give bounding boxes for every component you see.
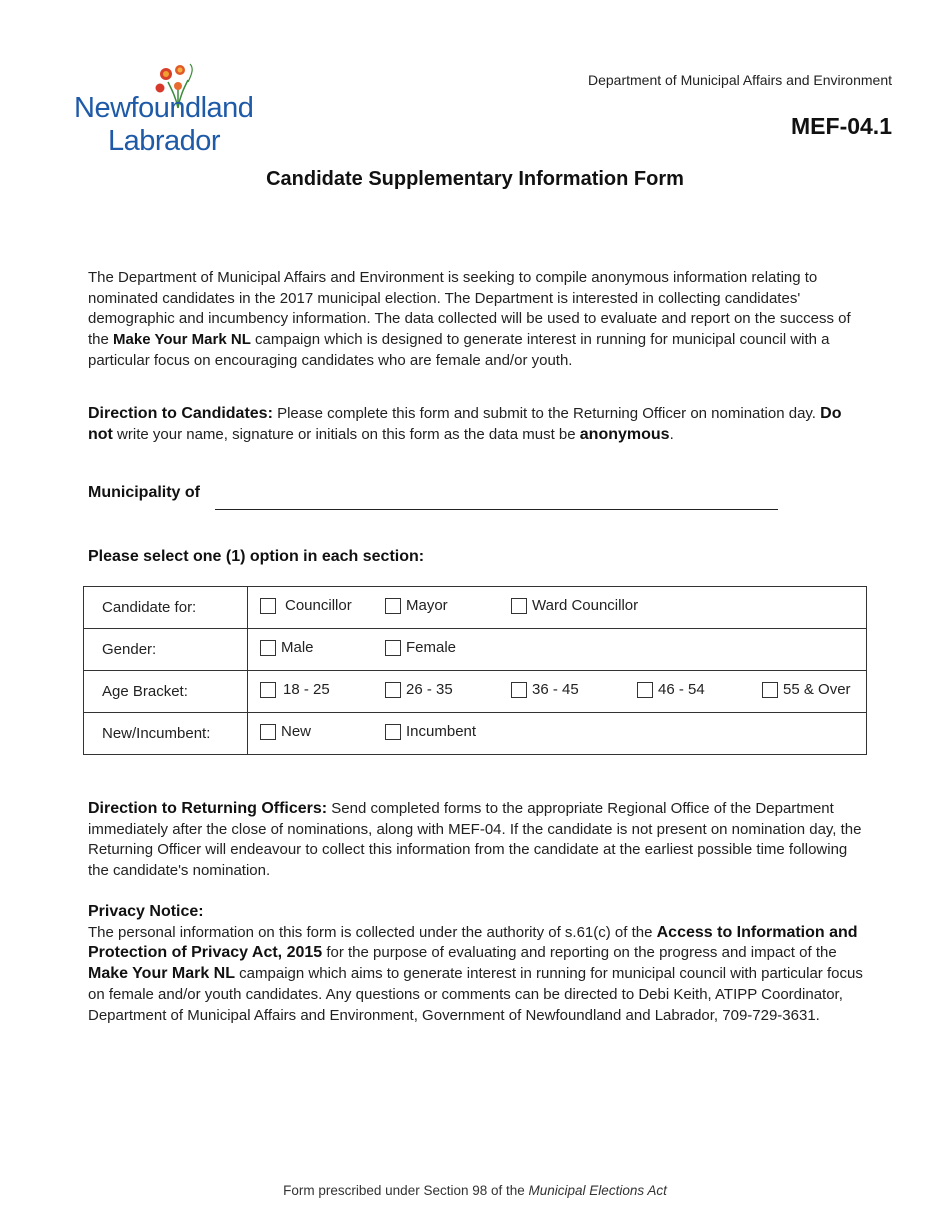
- table-row: [84, 713, 867, 755]
- option-councillor[interactable]: Councillor: [260, 597, 352, 614]
- checkbox[interactable]: [260, 640, 276, 656]
- option-age-46-54[interactable]: 46 - 54: [637, 681, 705, 698]
- checkbox[interactable]: [385, 724, 401, 740]
- option-age-18-25[interactable]: 18 - 25: [260, 681, 330, 698]
- checkbox[interactable]: [385, 598, 401, 614]
- municipality-label: Municipality of: [88, 484, 200, 501]
- government-logo: [72, 60, 272, 160]
- checkbox[interactable]: [385, 640, 401, 656]
- intro-paragraph: The Department of Municipal Affairs and Environment is seeking to compile anonymous information relating to nominated candidates in the 2017 municipal election. The Department is interested in collecting candidates' demographic and incumbency information. The data collected will be used to evaluate and report on the success of the Make Your Mark NL campaign which is designed to generate interest in running for municipal council with a particular focus on encouraging candidates who are female and/or youth.: [88, 269, 851, 369]
- option-age-36-45[interactable]: 36 - 45: [511, 681, 579, 698]
- checkbox[interactable]: [762, 682, 778, 698]
- checkbox[interactable]: [637, 682, 653, 698]
- option-age-55-over[interactable]: 55 & Over: [762, 681, 851, 698]
- form-code: MEF-04.1: [791, 113, 892, 139]
- form-title: Candidate Supplementary Information Form: [266, 168, 684, 190]
- table-row: [84, 671, 867, 713]
- checkbox[interactable]: [260, 682, 276, 698]
- row-label: Gender:: [84, 629, 248, 671]
- table-row: [84, 629, 867, 671]
- checkbox[interactable]: [385, 682, 401, 698]
- direction-to-returning-officers: Direction to Returning Officers: Send completed forms to the appropriate Regional Office of the Department immediately after the close of nominations, along with MEF-04. If the candidate is not present on nomination day, the Returning Officer will endeavour to collect this information from the candidate at the earliest possible time following the candidate's nomination.: [88, 800, 862, 880]
- privacy-notice: Privacy Notice: The personal information on this form is collected under the authority of s.61(c) of the Access to Information and Protection of Privacy Act, 2015 for the purpose of evaluating and reporting on the progress and impact of the Make Your Mark NL campaign which aims to generate interest in running for municipal council with particular focus on female and/or youth candidates. Any questions or comments can be directed to Debi Keith, ATIPP Coordinator, Department of Municipal Affairs and Environment, Government of Newfoundland and Labrador, 709-729-3631.: [88, 903, 863, 1024]
- checkbox[interactable]: [260, 598, 276, 614]
- checkbox[interactable]: [511, 682, 527, 698]
- option-ward-councillor[interactable]: Ward Councillor: [511, 597, 638, 614]
- option-female[interactable]: Female: [385, 639, 456, 656]
- option-age-26-35[interactable]: 26 - 35: [385, 681, 453, 698]
- municipality-input-line[interactable]: [215, 509, 778, 510]
- logo-line-1: Newfoundland: [74, 92, 254, 124]
- row-label: New/Incumbent:: [84, 713, 248, 755]
- option-mayor[interactable]: Mayor: [385, 597, 448, 614]
- row-label: Candidate for:: [84, 587, 248, 629]
- checkbox[interactable]: [511, 598, 527, 614]
- logo-line-2: Labrador: [108, 125, 221, 157]
- option-new[interactable]: New: [260, 723, 311, 740]
- checkbox[interactable]: [260, 724, 276, 740]
- footer-note: Form prescribed under Section 98 of the Municipal Elections Act: [283, 1183, 667, 1198]
- row-label: Age Bracket:: [84, 671, 248, 713]
- direction-to-candidates: Direction to Candidates: Please complete this form and submit to the Returning Officer on nomination day. Do not write your name, signature or initials on this form as the data must be anonymous.: [88, 405, 842, 443]
- department-name: Department of Municipal Affairs and Environment: [587, 72, 892, 88]
- select-instruction: Please select one (1) option in each section:: [88, 548, 425, 565]
- option-male[interactable]: Male: [260, 639, 314, 656]
- table-row: [84, 587, 867, 629]
- option-incumbent[interactable]: Incumbent: [385, 723, 476, 740]
- options-table: [83, 586, 867, 755]
